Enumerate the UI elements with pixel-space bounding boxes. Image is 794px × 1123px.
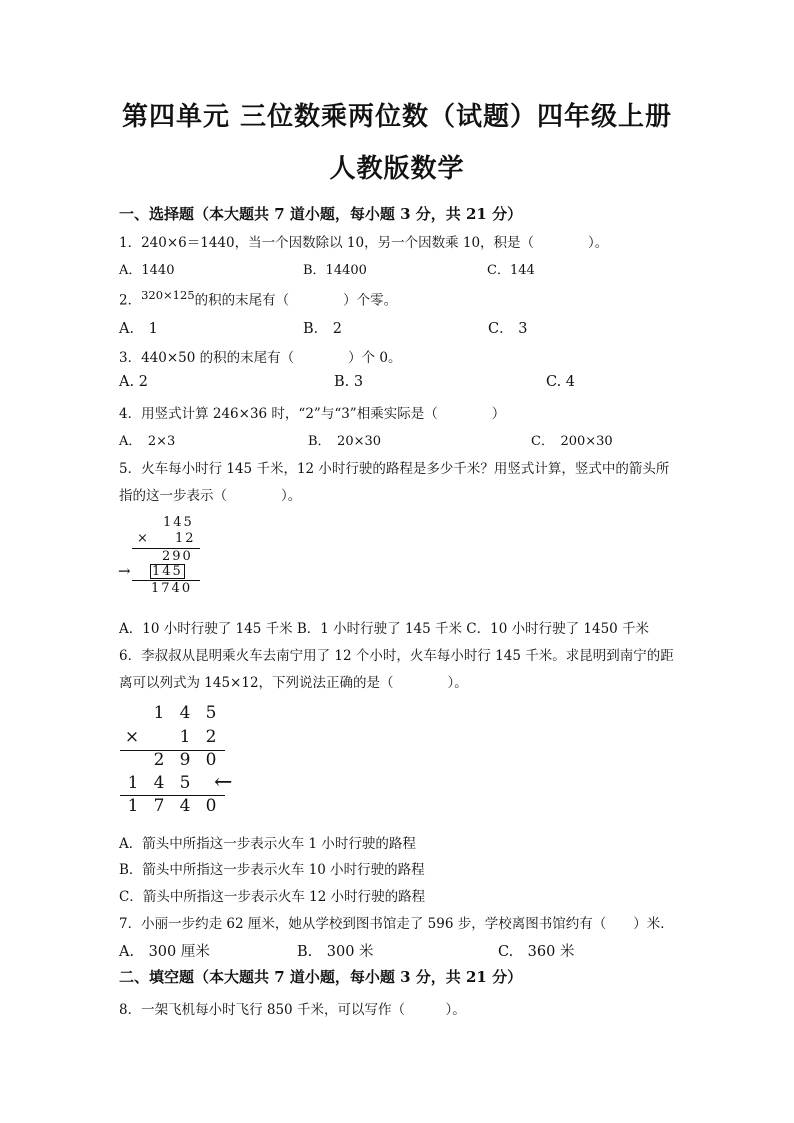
q2-option-b: B． 2 bbox=[303, 321, 342, 337]
q6-result-digit: 4 bbox=[179, 796, 191, 816]
q5-multiplicand: 145 bbox=[163, 515, 194, 530]
question-6-line1: 6．李叔叔从昆明乘火车去南宁用了 12 个小时，火车每小时行 145 千米。求昆明到南宁的距 bbox=[119, 648, 674, 664]
q2-option-a: A． 1 bbox=[119, 321, 158, 337]
page-title: 第四单元 三位数乘两位数（试题）四年级上册 bbox=[121, 102, 673, 132]
q6-multiplicand-digit: 1 bbox=[153, 703, 165, 723]
q5-times-sign: × bbox=[137, 531, 148, 546]
q6-option-a: A．箭头中所指这一步表示火车 1 小时行驶的路程 bbox=[119, 836, 416, 852]
q1-option-b: B．14400 bbox=[303, 263, 367, 278]
q6-arrow-icon: ← bbox=[214, 770, 233, 795]
q3-option-b: B. 3 bbox=[334, 374, 364, 390]
q2-text: 的积的末尾有（ ）个零。 bbox=[194, 292, 398, 309]
section-heading-fill: 二、填空题（本大题共 7 道小题，每小题 3 分，共 21 分） bbox=[119, 968, 523, 986]
q6-multiplier-digit: 2 bbox=[205, 727, 217, 747]
q5-result: 1740 bbox=[151, 581, 193, 596]
q6-partial2-digit: 4 bbox=[153, 773, 165, 793]
q3-option-a: A. 2 bbox=[119, 374, 148, 390]
q5-partial-product-1: 290 bbox=[162, 549, 193, 564]
section-heading-choice: 一、选择题（本大题共 7 道小题，每小题 3 分，共 21 分） bbox=[119, 205, 523, 223]
question-6-line2: 离可以列式为 145×12，下列说法正确的是（ ）。 bbox=[119, 675, 468, 691]
q6-option-b: B．箭头中所指这一步表示火车 10 小时行驶的路程 bbox=[119, 862, 425, 878]
question-1: 1．240×6＝1440，当一个因数除以 10，另一个因数乘 10，积是（ ）。 bbox=[119, 235, 609, 251]
q6-partial1-digit: 9 bbox=[179, 750, 191, 770]
q6-multiplier-digit: 1 bbox=[179, 727, 191, 747]
q6-multiplicand-digit: 4 bbox=[179, 703, 191, 723]
q6-vertical-calculation bbox=[118, 697, 258, 822]
q4-option-c: C． 200×30 bbox=[531, 434, 613, 449]
q1-option-c: C．144 bbox=[487, 263, 535, 278]
q6-partial2-digit: 1 bbox=[127, 773, 139, 793]
q2-option-c: C． 3 bbox=[488, 321, 528, 337]
q5-multiplier: 12 bbox=[175, 531, 196, 546]
question-4: 4．用竖式计算 246×36 时，“2”与“3”相乘实际是（ ） bbox=[119, 406, 506, 422]
q5-arrow-icon: → bbox=[118, 562, 131, 580]
q2-number: 2． bbox=[119, 292, 142, 309]
q5-options: A．10 小时行驶了 145 千米 B．1 小时行驶了 145 千米 C．10 小时行驶了 1450 千米 bbox=[119, 621, 650, 637]
q3-option-c: C. 4 bbox=[546, 374, 576, 390]
question-8: 8．一架飞机每小时飞行 850 千米，可以写作（ ）。 bbox=[119, 1002, 466, 1018]
q6-result-digit: 1 bbox=[127, 796, 139, 816]
question-3: 3．440×50 的积的末尾有（ ）个 0。 bbox=[119, 350, 402, 366]
q6-partial2-digit: 5 bbox=[179, 773, 191, 793]
q6-result-digit: 0 bbox=[205, 796, 217, 816]
q6-result-digit: 7 bbox=[153, 796, 165, 816]
q4-option-b: B． 20×30 bbox=[308, 434, 382, 449]
q6-multiplicand-digit: 5 bbox=[205, 703, 217, 723]
page-subtitle: 人教版数学 bbox=[329, 154, 465, 184]
question-5-line2: 指的这一步表示（ ）。 bbox=[119, 488, 302, 504]
q2-expression: 320×125 bbox=[141, 288, 195, 302]
q6-partial1-digit: 0 bbox=[205, 750, 217, 770]
q7-option-c: C. 360 米 bbox=[498, 944, 575, 960]
question-7: 7．小丽一步约走 62 厘米，她从学校到图书馆走了 596 步，学校离图书馆约有（ ）米． bbox=[119, 916, 674, 932]
q5-vertical-calculation bbox=[115, 512, 215, 602]
q4-option-a: A． 2×3 bbox=[119, 434, 176, 449]
q6-times-sign: × bbox=[124, 727, 140, 747]
question-2 bbox=[119, 288, 397, 309]
q5-partial-product-2-boxed: 145 bbox=[152, 564, 183, 579]
q6-option-c: C．箭头中所指这一步表示火车 12 小时行驶的路程 bbox=[119, 889, 426, 905]
question-5-line1: 5．火车每小时行 145 千米，12 小时行驶的路程是多少千米？用竖式计算，竖式中的箭头所 bbox=[119, 461, 670, 477]
q7-option-a: A. 300 厘米 bbox=[119, 944, 210, 960]
q1-option-a: A．1440 bbox=[119, 263, 175, 278]
q7-option-b: B. 300 米 bbox=[297, 944, 374, 960]
q6-partial1-digit: 2 bbox=[153, 750, 165, 770]
